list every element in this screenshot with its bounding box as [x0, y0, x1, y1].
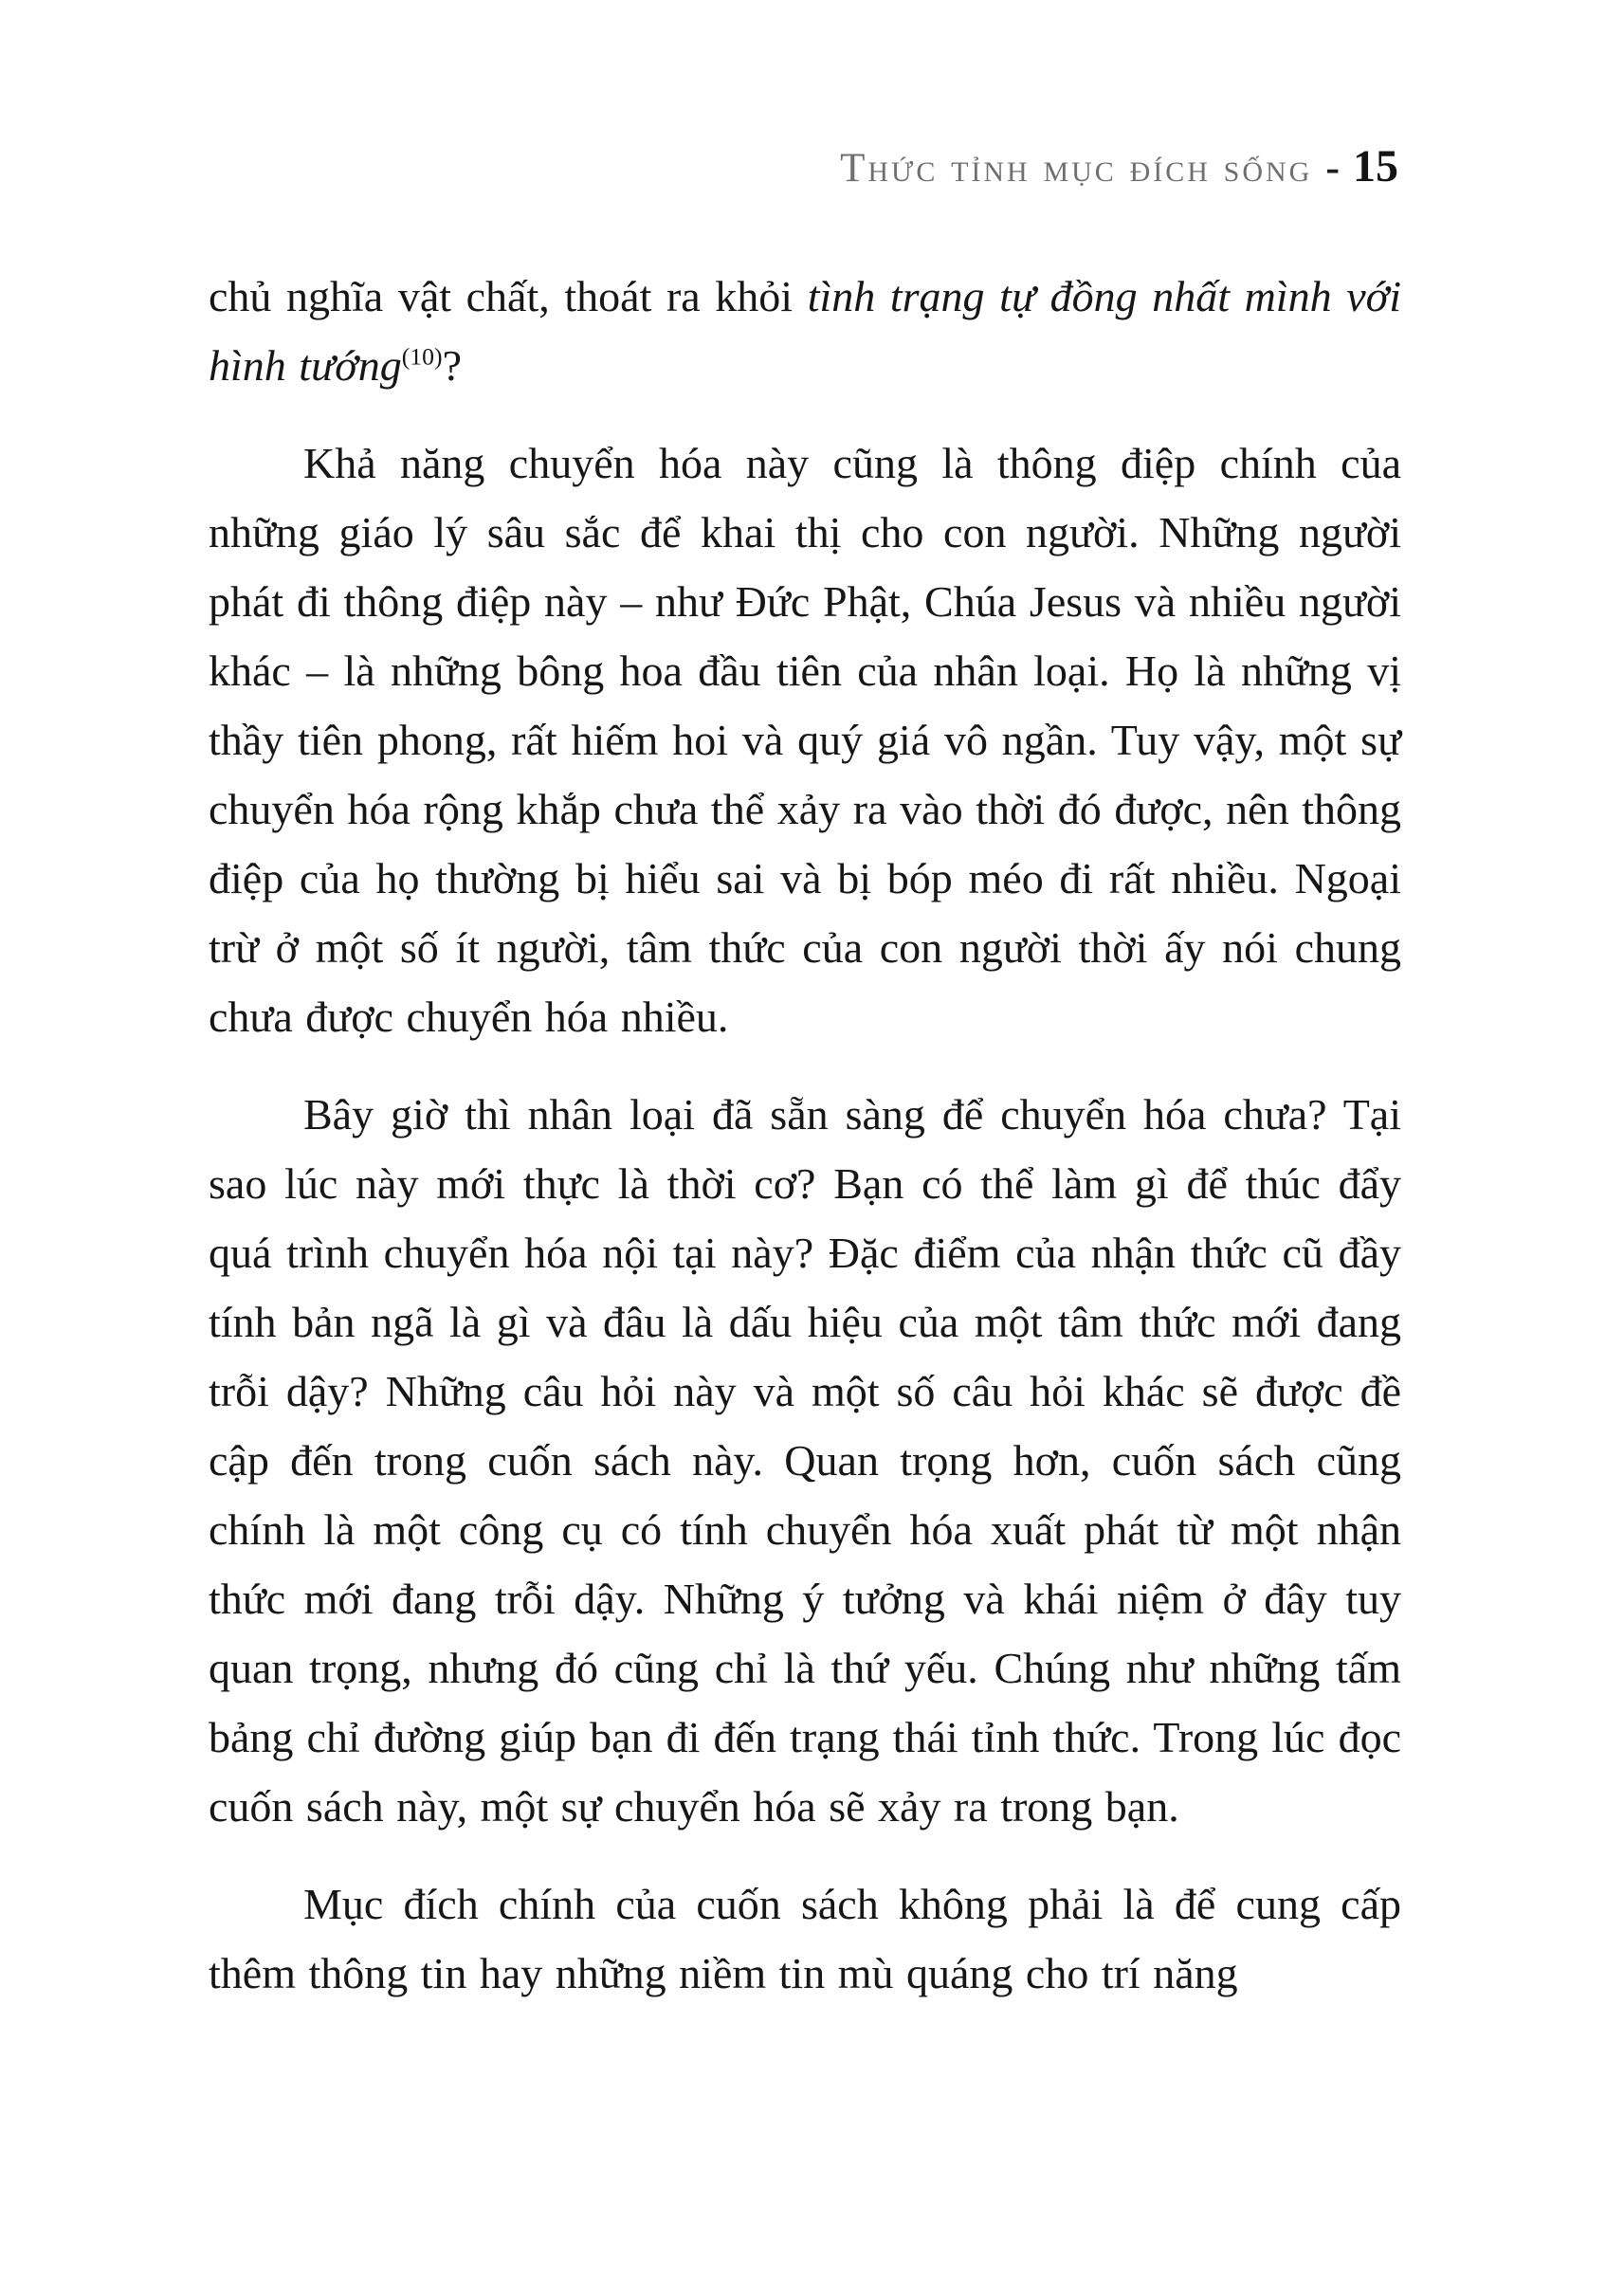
footnote-ref: (10)	[401, 342, 443, 371]
italic-phrase: tình trạng tự đồng nhất mình với hình tướng	[209, 272, 1402, 390]
header-separator: -	[1325, 144, 1340, 191]
paragraph-continuation	[209, 262, 1401, 400]
page-body	[209, 262, 1401, 2036]
running-title: Thức tỉnh mục đích sống	[840, 146, 1313, 191]
paragraph-2: Khả năng chuyển hóa này cũng là thông điệp chính của những giáo lý sâu sắc để khai thị cho con người. Những người phát đi thông điệp này – như Đức Phật, Chúa Jesus và nhiều người khác – là những bông hoa đầu tiên của nhân loại. Họ là những vị thầy tiên phong, rất hiếm hoi và quý giá vô ngần. Tuy vậy, một sự chuyển hóa rộng khắp chưa thể xảy ra vào thời đó được, nên thông điệp của họ thường bị hiểu sai và bị bóp méo đi rất nhiều. Ngoại trừ ở một số ít người, tâm thức của con người thời ấy nói chung chưa được chuyển hóa nhiều.	[209, 439, 1401, 1041]
page-header	[840, 140, 1398, 192]
paragraph-3: Bây giờ thì nhân loại đã sẵn sàng để chuyển hóa chưa? Tại sao lúc này mới thực là thời cơ? Bạn có thể làm gì để thúc đẩy quá trình chuyển hóa nội tại này? Đặc điểm của nhận thức cũ đầy tính bản ngã là gì và đâu là dấu hiệu của một tâm thức mới đang trỗi dậy? Những câu hỏi này và một số câu hỏi khác sẽ được đề cập đến trong cuốn sách này. Quan trọng hơn, cuốn sách cũng chính là một công cụ có tính chuyển hóa xuất phát từ một nhận thức mới đang trỗi dậy. Những ý tưởng và khái niệm ở đây tuy quan trọng, nhưng đó cũng chỉ là thứ yếu. Chúng như những tấm bảng chỉ đường giúp bạn đi đến trạng thái tỉnh thức. Trong lúc đọc cuốn sách này, một sự chuyển hóa sẽ xảy ra trong bạn.	[209, 1090, 1401, 1831]
page-number: 15	[1353, 141, 1398, 191]
text-segment-lead: chủ nghĩa vật chất, thoát ra khỏi	[209, 272, 808, 320]
paragraph-4: Mục đích chính của cuốn sách không phải là để cung cấp thêm thông tin hay những niềm tin mù quáng cho trí năng	[209, 1880, 1401, 1997]
text-segment-tail: ?	[442, 341, 463, 390]
